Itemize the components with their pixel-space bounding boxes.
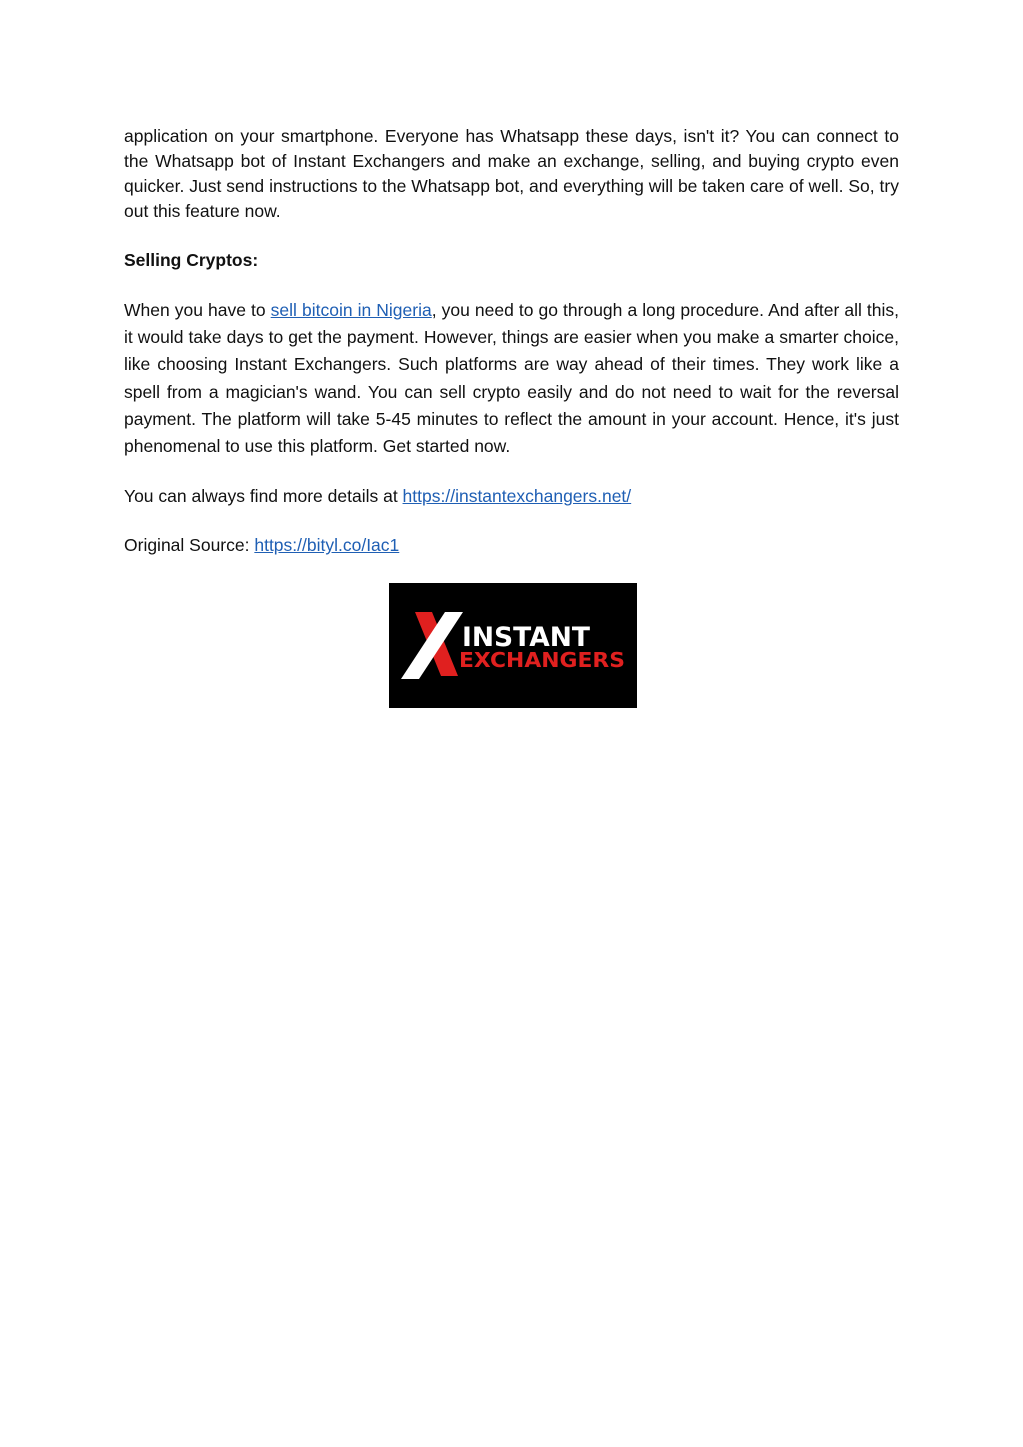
instant-exchangers-logo (389, 583, 637, 708)
paragraph-selling-cryptos (124, 297, 899, 460)
paragraph-more-details (124, 484, 899, 509)
website-link[interactable]: https://instantexchangers.net/ (402, 486, 632, 507)
paragraph-text-after-link: , you need to go through a long procedure. And after all this, it would take days to get the payment. However, things are easier when you make a smarter choice, like choosing Instant Exchangers. Such platforms are way ahead of their times. They work like a spell from a magician's wand. You can sell crypto easily and do not need to wait for the reversal payment. The platform will take 5-45 minutes to reflect the amount in your account. Hence, it's just phenomenal to use this platform. Get started now. (124, 300, 900, 457)
logo-line-instant: INSTANT (462, 622, 591, 653)
paragraph-original-source (124, 533, 899, 558)
original-source-label: Original Source: (124, 535, 255, 556)
sell-bitcoin-link[interactable]: sell bitcoin in Nigeria (270, 300, 432, 320)
document-body (124, 124, 899, 558)
paragraph-text-before-link: When you have to (124, 300, 271, 320)
paragraph-whatsapp-bot: application on your smartphone. Everyone has Whatsapp these days, isn't it? You can connect to the Whatsapp bot of Instant Exchangers and make an exchange, selling, and buying crypto even quicker. Just send instructions to the Whatsapp bot, and everything will be taken care of well. So, try out this feature now. (124, 126, 899, 221)
section-heading-selling-cryptos: Selling Cryptos: (124, 250, 259, 270)
logo-graphic (389, 583, 637, 708)
logo-line-exchangers: EXCHANGERS (459, 648, 625, 672)
original-source-link[interactable]: https://bityl.co/Iac1 (254, 535, 400, 556)
more-details-label: You can always find more details at (124, 486, 403, 507)
